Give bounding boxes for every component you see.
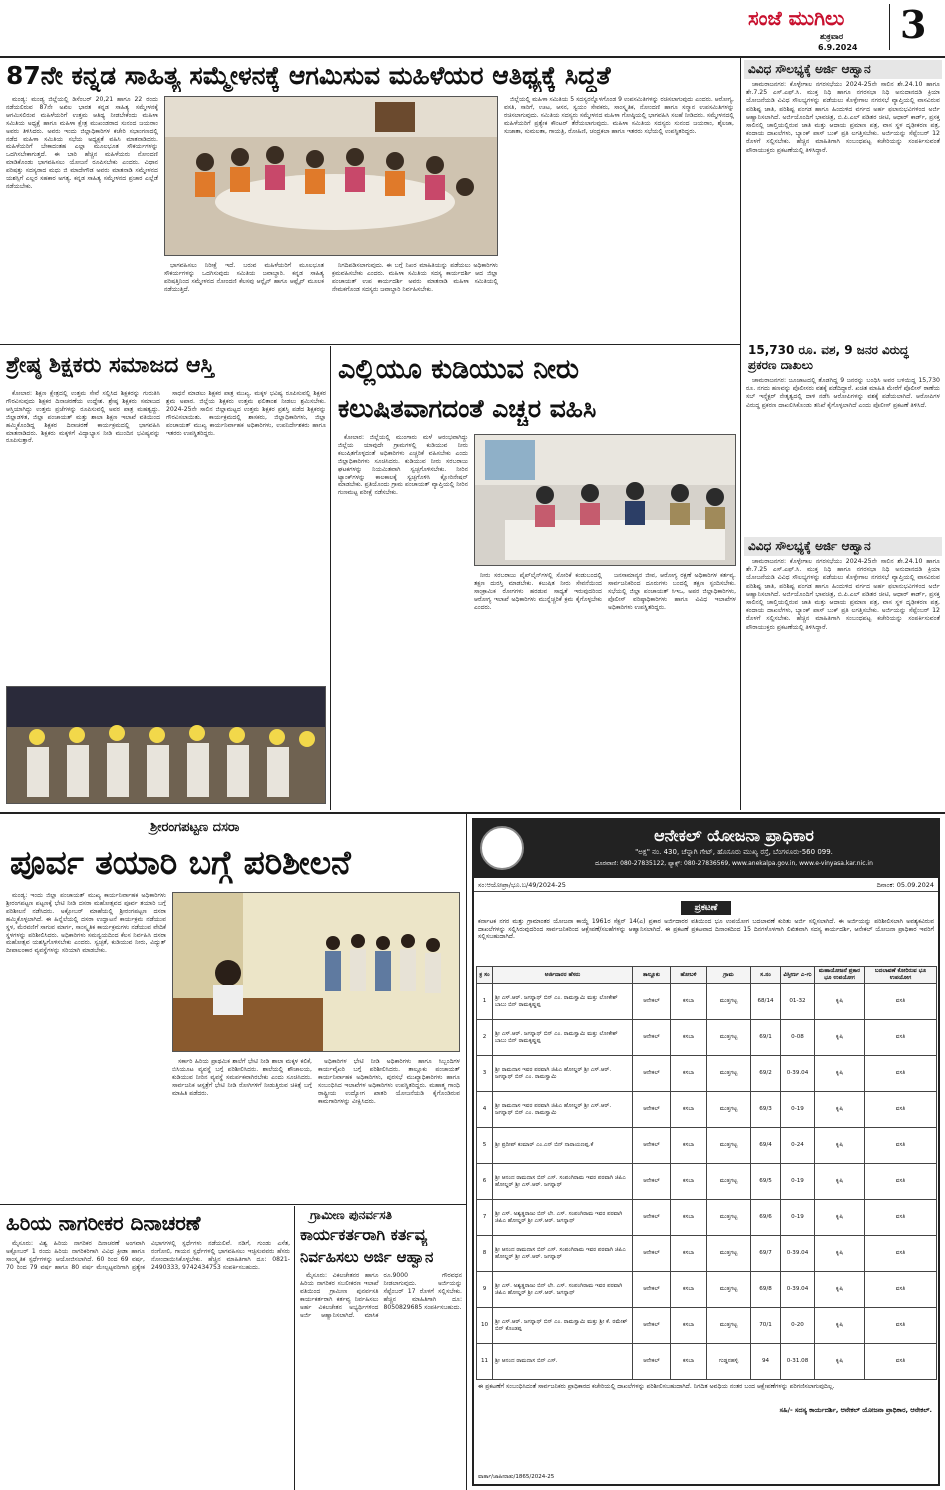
table-cell: ವಸತಿ: [865, 1236, 937, 1272]
table-cell: ಆನೇಕಲ್: [633, 1092, 671, 1128]
table-cell: ಶ್ರೀ ಆನಂದ ರಾಮದಾಸ ಬಿನ್ ಎಸ್. ಸಂಪಂಗಿರಾಮ ಇವರ ಪರವಾಗಿ ಜಿಪಿಎ ಹೋಲ್ಡರ್ ಶ್ರೀ ಎಸ್.ಆರ್. ಜಗನ್ನಾಥ್: [493, 1164, 633, 1200]
table-cell: 0-24: [781, 1128, 815, 1164]
table-cell: 0-08: [781, 1020, 815, 1056]
table-header-cell: ಬದಲಾವಣೆ ಕೋರಿರುವ ಭೂ ಉಪಯೋಗ: [865, 967, 937, 984]
table-cell: ಕಸಬಾ: [671, 1200, 707, 1236]
table-cell: 69/3: [751, 1092, 781, 1128]
government-seal-icon: [480, 826, 524, 870]
table-row: [477, 1092, 937, 1128]
table-cell: 11: [477, 1344, 493, 1380]
table-cell: ಕಸಬಾ: [671, 1344, 707, 1380]
table-cell: 5: [477, 1128, 493, 1164]
dasara-headline: ಪೂರ್ವ ತಯಾರಿ ಬಗ್ಗೆ ಪರಿಶೀಲನೆ: [10, 843, 351, 882]
table-cell: ಶ್ರೀ ಆನಂದ ರಾಮದಾಸ ಬಿನ್ ಎಸ್. ಸಂಪಂಗಿರಾಮ ಇವರ ಪರವಾಗಿ ಜಿಪಿಎ ಹೋಲ್ಡರ್ ಶ್ರೀ ಎಸ್.ಆರ್. ಜಗನ್ನಾಥ್: [493, 1236, 633, 1272]
table-cell: ವಸತಿ: [865, 1128, 937, 1164]
table-row: [477, 1056, 937, 1092]
table-cell: ಮುತ್ತಗಟ್ಟ: [707, 1128, 751, 1164]
dasara-photo: [172, 892, 460, 1052]
notice-section-title: ಪ್ರಕಟಣೆ: [681, 901, 732, 915]
table-cell: ಕೃಷಿ: [815, 984, 865, 1020]
table-cell: ಶ್ರೀ ಎಸ್. ಅಶ್ವತ್ಥರಾಜು ಬಿನ್ ಲೇ. ಎಸ್. ಸಂಪಂಗಿರಾಮ ಇವರ ಪರವಾಗಿ ಜಿಪಿಎ ಹೋಲ್ಡರ್ ಶ್ರೀ ಎಸ್.ಆರ್. ಜಗನ್ನಾಥ್: [493, 1272, 633, 1308]
water-col1: ಕೋಲಾರ: ಜಿಲ್ಲೆಯಲ್ಲಿ ಮುಂಗಾರು ಮಳೆ ಆರಂಭವಾಗಿದ್ದು ಜಿಲ್ಲೆಯ ಯಾವುದೇ ಗ್ರಾಮಗಳಲ್ಲಿ ಕುಡಿಯುವ ನೀರು ಕಲುಷಿತಗೊಳ್ಳದಂತೆ ಅಧಿಕಾರಿಗಳು ಎಚ್ಚರಿಕೆ ವಹಿಸಬೇಕು ಎಂದು ಜಿಲ್ಲಾಧಿಕಾರಿಗಳು ಸೂಚಿಸಿದರು. ಕುಡಿಯುವ ನೀರು ಸರಬರಾಜು ಘಟಕಗಳನ್ನು ನಿಯಮಿತವಾಗಿ ಸ್ವಚ್ಛಗೊಳಿಸಬೇಕು. ನೀರಿನ ಟ್ಯಾಂಕ್‌ಗಳನ್ನು ಕಾಲಕಾಲಕ್ಕೆ ಸ್ವಚ್ಛಗೊಳಿಸಿ ಕ್ಲೋರಿನೇಷನ್ ಮಾಡಬೇಕು. ಪ್ರತಿಯೊಂದು ಗ್ರಾಮ ಪಂಚಾಯತ್ ವ್ಯಾಪ್ತಿಯಲ್ಲಿ ನೀರಿನ ಗುಣಮಟ್ಟ ಪರೀಕ್ಷೆ ನಡೆಸಬೇಕು.: [338, 434, 468, 497]
top-story-headline: 87ನೇ ಕನ್ನಡ ಸಾಹಿತ್ಯ ಸಮ್ಮೇಳನಕ್ಕೆ ಆಗಮಿಸುವ ಮಹಿಳೆಯರ ಆತಿಥ್ಯಕ್ಕೆ ಸಿದ್ಧತೆ: [6, 61, 611, 90]
table-cell: ಕಸಬಾ: [671, 1308, 707, 1344]
table-cell: 9: [477, 1272, 493, 1308]
table-row: [477, 1308, 937, 1344]
table-cell: ಶ್ರೀ ರಾಮದಾಸ ಇವರ ಪರವಾಗಿ ಜಿಪಿಎ ಹೋಲ್ಡರ್ ಶ್ರೀ ಎಸ್.ಆರ್. ಜಗನ್ನಾಥ್ ಬಿನ್ ಎಂ. ರಾಮಸ್ವಾಮಿ: [493, 1092, 633, 1128]
notice-contact: ದೂರವಾಣಿ: 080-27835122, ಫ್ಯಾಕ್ಸ್: 080-27836569, www.anekalpa.gov.in, www.e-vinyasa.kar.nic.in: [595, 860, 873, 867]
table-cell: ವಸತಿ: [865, 1164, 937, 1200]
sidebar: [744, 60, 942, 810]
table-cell: ಕೃಷಿ: [815, 1272, 865, 1308]
senior-headline: ಹಿರಿಯ ನಾಗರೀಕರ ದಿನಾಚರಣೆ: [6, 1211, 201, 1235]
table-cell: ಗುಡ್ಡನಹಳ್ಳಿ: [707, 1344, 751, 1380]
table-cell: ಮುತ್ತಗಟ್ಟ: [707, 1200, 751, 1236]
table-cell: ಕೃಷಿ: [815, 1308, 865, 1344]
notice-intro: ಕರ್ನಾಟಕ ನಗರ ಮತ್ತು ಗ್ರಾಮಾಂತರ ಯೋಜನಾ ಕಾಯ್ದೆ 1961ರ ಸೆಕ್ಷನ್ 14(ಎ) ಪ್ರಕಾರ ಅರ್ಜಿದಾರರ ವತಿಯಿಂದ ಭೂ ಉಪಯೋಗ ಬದಲಾವಣೆ ಕುರಿತು ಅರ್ಜಿ ಸಲ್ಲಿಸಲಾಗಿದೆ. ಈ ಅರ್ಜಿಯನ್ನು ಪರಿಶೀಲಿಸಲಾಗಿ ಅವಶ್ಯಕವಿರುವ ದಾಖಲೆಗಳನ್ನು ಸಲ್ಲಿಸಿರುವುದರಿಂದ ಸಾರ್ವಜನಿಕರಿಂದ ಆಕ್ಷೇಪಣೆ/ಸಲಹೆಗಳನ್ನು ಆಹ್ವಾನಿಸಲಾಗಿದೆ. ಈ ಪ್ರಕಟಣೆ ಪ್ರಕಟವಾದ ದಿನಾಂಕದಿಂದ 15 ದಿನಗಳೊಳಗಾಗಿ ಲಿಖಿತವಾಗಿ ಸದಸ್ಯ ಕಾರ್ಯದರ್ಶಿ, ಆನೇಕಲ್ ಯೋಜನಾ ಪ್ರಾಧಿಕಾರ ಇವರಿಗೆ ಸಲ್ಲಿಸಬಹುದಾಗಿದೆ.: [478, 918, 934, 941]
table-header-cell: ಮಹಾಯೋಜನೆ ಪ್ರಕಾರ ಭೂ ಉಪಯೋಗ: [815, 967, 865, 984]
table-cell: 0-39.04: [781, 1056, 815, 1092]
table-row: [477, 1020, 937, 1056]
table-cell: ಶ್ರೀ ಎಸ್.ಆರ್. ಜಗನ್ನಾಥ್ ಬಿನ್ ಎಂ. ರಾಮಸ್ವಾಮಿ ಮತ್ತು ಲೋಕೇಶ್ ಬಾಬು ಬಿನ್ ರಾಮಕೃಷ್ಣಪ್ಪ: [493, 984, 633, 1020]
table-cell: ಕಸಬಾ: [671, 1272, 707, 1308]
table-cell: 01-32: [781, 984, 815, 1020]
table-cell: ವಸತಿ: [865, 984, 937, 1020]
table-cell: ಕಸಬಾ: [671, 1128, 707, 1164]
sidebar-item-text: ಚಾಮರಾಜನಗರ: ಕೊಳ್ಳೇಗಾಲ ನಗರಸಭೆಯು 2024-25ನೇ ಸಾಲಿನ ಶೇ.24.10 ಹಾಗೂ ಶೇ.7.25 ಎಸ್.ಎಫ್.ಸಿ. ಮುಕ್ತ ನಿಧಿ ಹಾಗೂ ನಗರಸಭಾ ನಿಧಿ ಅನುದಾನದಡಿ ಕ್ರಿಯಾ ಯೋಜನೆಯಡಿ ವಿವಿಧ ಸೌಲಭ್ಯಗಳನ್ನು ಪಡೆಯಲು ಕೊಳ್ಳೇಗಾಲ ನಗರಸಭೆ ವ್ಯಾಪ್ತಿಯಲ್ಲಿ ವಾಸವಿರುವ ಪರಿಶಿಷ್ಟ ಜಾತಿ, ಪರಿಶಿಷ್ಟ ಪಂಗಡ ಹಾಗೂ ಹಿಂದುಳಿದ ವರ್ಗದ ಅರ್ಹ ಫಲಾನುಭವಿಗಳಿಂದ ಅರ್ಜಿ ಆಹ್ವಾನಿಸಲಾಗಿದೆ. ಅರ್ಜಿಯೊಂದಿಗೆ ಭಾವಚಿತ್ರ, ಬಿ.ಪಿ.ಎಲ್ ಪಡಿತರ ಚೀಟಿ, ಆಧಾರ್ ಕಾರ್ಡ್, ಪ್ರಸಕ್ತ ಸಾಲಿನಲ್ಲಿ ಚಾಲ್ತಿಯಲ್ಲಿರುವ ಜಾತಿ ಮತ್ತು ಆದಾಯ ಪ್ರಮಾಣ ಪತ್ರ, ವಾಸ ಸ್ಥಳ ದೃಢೀಕರಣ ಪತ್ರ, ಕಂದಾಯ ದಾಖಲೆಗಳು, ಬ್ಯಾಂಕ್ ಪಾಸ್ ಬುಕ್ ಪ್ರತಿ ಲಗತ್ತಿಸಬೇಕು. ಅರ್ಜಿಯನ್ನು ಸೆಪ್ಟೆಂಬರ್ 12 ರೊಳಗೆ ಸಲ್ಲಿಸಬೇಕು. ಹೆಚ್ಚಿನ ಮಾಹಿತಿಗಾಗಿ ಸಂಬಂಧಪಟ್ಟ ಕಚೇರಿಯನ್ನು ಸಂಪರ್ಕಿಸುವಂತೆ ಪೌರಾಯುಕ್ತರು ಪ್ರಕಟಣೆಯಲ್ಲಿ ತಿಳಿಸಿದ್ದಾರೆ.: [746, 558, 940, 631]
teachers-col2: ಸಾಧನೆ ಮಾಡಲು ಶಿಕ್ಷಕರ ಪಾತ್ರ ಮುಖ್ಯ. ಮಕ್ಕಳ ಭವಿಷ್ಯ ರೂಪಿಸುವಲ್ಲಿ ಶಿಕ್ಷಕರ ಶ್ರಮ ಅಪಾರ. ಜಿಲ್ಲೆಯ ಶಿಕ್ಷಕರು ಉತ್ತಮ ಫಲಿತಾಂಶ ನೀಡಲು ಶ್ರಮಿಸಬೇಕು. 2024-25ನೇ ಸಾಲಿನ ಜಿಲ್ಲಾಮಟ್ಟದ ಉತ್ತಮ ಶಿಕ್ಷಕರ ಪ್ರಶಸ್ತಿ ಪಡೆದ ಶಿಕ್ಷಕರನ್ನು ಗೌರವಿಸಲಾಯಿತು. ಕಾರ್ಯಕ್ರಮದಲ್ಲಿ ಶಾಸಕರು, ಜಿಲ್ಲಾಧಿಕಾರಿಗಳು, ಜಿಲ್ಲಾ ಪಂಚಾಯತ್ ಮುಖ್ಯ ಕಾರ್ಯನಿರ್ವಾಹಕ ಅಧಿಕಾರಿಗಳು, ಉಪನಿರ್ದೇಶಕರು ಹಾಗೂ ಇತರರು ಉಪಸ್ಥಿತರಿದ್ದರು.: [166, 390, 326, 437]
table-cell: 94: [751, 1344, 781, 1380]
table-cell: ಕೃಷಿ: [815, 1164, 865, 1200]
water-col3: ಜನಸಾಮಾನ್ಯರ ಜೀವ, ಆರೋಗ್ಯ ರಕ್ಷಣೆ ಅಧಿಕಾರಿಗಳ ಕರ್ತವ್ಯ. ಸಾರ್ವಜನಿಕರಿಂದ ದೂರುಗಳು ಬಂದಲ್ಲಿ ತಕ್ಷಣ ಸ್ಪಂದಿಸಬೇಕು. ಸಭೆಯಲ್ಲಿ ಜಿಲ್ಲಾ ಪಂಚಾಯತ್ ಸಿಇಒ, ಅಪರ ಜಿಲ್ಲಾಧಿಕಾರಿಗಳು, ಪೊಲೀಸ್ ವರಿಷ್ಠಾಧಿಕಾರಿಗಳು ಹಾಗೂ ವಿವಿಧ ಇಲಾಖೆಗಳ ಅಧಿಕಾರಿಗಳು ಉಪಸ್ಥಿತರಿದ್ದರು.: [608, 572, 736, 611]
top-story-col4: ಜಿಲ್ಲೆಯಲ್ಲಿ ಮಹಿಳಾ ಸಮಿತಿಯ 5 ಸದಸ್ಯರನ್ನೊಳಗೊಂಡ 9 ಉಪಸಮಿತಿಗಳನ್ನು ರಚಿಸಲಾಗುವುದು ಎಂದರು. ಆರೋಗ್ಯ, ವಸತಿ, ಸಾರಿಗೆ, ಊಟ, ಆಸನ, ಸ್ವಯಂ ಸೇವಕರು, ಸಾಂಸ್ಕೃತಿಕ, ನೋಂದಣಿ ಹಾಗೂ ಸನ್ಮಾನ ಉಪಸಮಿತಿಗಳನ್ನು ರಚಿಸಲಾಗುವುದು. ಸಮಿತಿಯ ಸದಸ್ಯರು ಸಮ್ಮೇಳನದ ಮಹಿಳಾ ಗೋಷ್ಠಿಯಲ್ಲಿ ಭಾಗವಹಿಸಿ ಸಲಹೆ ನೀಡಿದರು. ಸಮ್ಮೇಳನದಲ್ಲಿ ಮಹಿಳೆಯರಿಗೆ ಪ್ರತ್ಯೇಕ ಕೌಂಟರ್ ತೆರೆಯಲಾಗುವುದು. ಮಹಿಳಾ ಸಮಿತಿಯ ಸದಸ್ಯರು ಸುನಂದ ಜಯರಾಂ, ಶೈಲಜಾ, ಸುಜಾತಾ, ಸುಮಲತಾ, ಗಾಯತ್ರಿ, ರೋಹಿಣಿ, ಚಂದ್ರಕಲಾ ಹಾಗೂ ಇತರರು ಸಭೆಯಲ್ಲಿ ಉಪಸ್ಥಿತರಿದ್ದರು.: [504, 96, 734, 135]
table-cell: ವಸತಿ: [865, 1020, 937, 1056]
table-cell: 4: [477, 1092, 493, 1128]
rural-headline-line2: ನಿರ್ವಹಿಸಲು ಅರ್ಜಿ ಆಹ್ವಾನ: [300, 1248, 434, 1266]
teachers-photo: [6, 686, 326, 804]
table-cell: ಶ್ರೀ ರಾಮದಾಸ ಇವರ ಪರವಾಗಿ ಜಿಪಿಎ ಹೋಲ್ಡರ್ ಶ್ರೀ ಎಸ್.ಆರ್. ಜಗನ್ನಾಥ್ ಬಿನ್ ಎಂ. ರಾಮಸ್ವಾಮಿ: [493, 1056, 633, 1092]
table-cell: 69/6: [751, 1200, 781, 1236]
table-row: [477, 1236, 937, 1272]
table-cell: ಶ್ರೀ ಎಸ್. ಅಶ್ವತ್ಥರಾಜು ಬಿನ್ ಲೇ. ಎಸ್. ಸಂಪಂಗಿರಾಮ ಇವರ ಪರವಾಗಿ ಜಿಪಿಎ ಹೋಲ್ಡರ್ ಶ್ರೀ ಎಸ್.ಆರ್. ಜಗನ್ನಾಥ್: [493, 1200, 633, 1236]
table-cell: ಕೃಷಿ: [815, 1236, 865, 1272]
table-cell: 3: [477, 1056, 493, 1092]
notice-ref-no: ಸಂ:ಆಯೋಪ್ರಾ/ಭೂ.ಬ/49/2024-25: [478, 881, 566, 889]
notice-header: [474, 820, 938, 878]
table-cell: ಆನೇಕಲ್: [633, 1272, 671, 1308]
water-headline: ಎಲ್ಲಿಯೂ ಕುಡಿಯುವ ನೀರು: [338, 354, 579, 385]
rural-headline: ಕಾರ್ಯಕರ್ತರಾಗಿ ಕರ್ತವ್ಯ: [300, 1225, 428, 1244]
notice-footer-note: ಈ ಪ್ರಕಟಣೆಗೆ ಸಂಬಂಧಿಸಿದಂತೆ ಸಾರ್ವಜನಿಕರು ಪ್ರಾಧಿಕಾರದ ಕಚೇರಿಯಲ್ಲಿ ದಾಖಲೆಗಳನ್ನು ಪರಿಶೀಲಿಸಬಹುದಾಗಿದೆ. ನಿಗದಿತ ಅವಧಿಯ ನಂತರ ಬಂದ ಆಕ್ಷೇಪಣೆಗಳನ್ನು ಪರಿಗಣಿಸಲಾಗುವುದಿಲ್ಲ.: [478, 1383, 835, 1390]
table-cell: 69/5: [751, 1164, 781, 1200]
table-cell: ಆನೇಕಲ್: [633, 1164, 671, 1200]
notice-table: [476, 966, 937, 1380]
table-header-cell: ತಾಲ್ಲೂಕು: [633, 967, 671, 984]
table-cell: ಆನೇಕಲ್: [633, 1344, 671, 1380]
table-cell: ಮುತ್ತಗಟ್ಟ: [707, 1056, 751, 1092]
notice-org-title: ಆನೇಕಲ್ ಯೋಜನಾ ಪ್ರಾಧಿಕಾರ: [654, 826, 814, 845]
dasara-col2: ಸರ್ಕಾರಿ ಹಿರಿಯ ಪ್ರಾಥಮಿಕ ಶಾಲೆಗೆ ಭೇಟಿ ನೀಡಿ ಶಾಲಾ ಮಕ್ಕಳ ಕಲಿಕೆ, ಬಿಸಿಯೂಟ ವ್ಯವಸ್ಥೆ ಬಗ್ಗೆ ಪರಿಶೀಲಿಸಿದರು. ಶಾಲೆಯಲ್ಲಿ ಶೌಚಾಲಯ, ಕುಡಿಯುವ ನೀರಿನ ವ್ಯವಸ್ಥೆ ಸಮರ್ಪಕವಾಗಿರಬೇಕು ಎಂದು ಸೂಚಿಸಿದರು. ಸಾರ್ವಜನಿಕ ಆಸ್ಪತ್ರೆಗೆ ಭೇಟಿ ನೀಡಿ ರೋಗಿಗಳಿಗೆ ನೀಡುತ್ತಿರುವ ಚಿಕಿತ್ಸೆ ಬಗ್ಗೆ ಮಾಹಿತಿ ಪಡೆದರು.: [172, 1058, 312, 1097]
table-header-cell: ಕ್ರ ಸಂ: [477, 967, 493, 984]
notice-address: "ಅಕ್ಷ" ನಂ. 430, ಚೆನ್ನಾಗಿ ಗೇಟ್, ಹೊಸೂರು ಮುಖ್ಯ ರಸ್ತೆ, ಬೆಂಗಳೂರು-560 099.: [635, 848, 833, 856]
masthead-day: ಶುಕ್ರವಾರ: [820, 32, 844, 41]
inspection-photo-graphic: [173, 893, 460, 1052]
table-cell: ಮುತ್ತಗಟ್ಟ: [707, 1164, 751, 1200]
table-cell: ಕೃಷಿ: [815, 1128, 865, 1164]
table-header-cell: ಸ.ನಂ: [751, 967, 781, 984]
table-header-row: [477, 967, 937, 984]
table-cell: 7: [477, 1200, 493, 1236]
table-cell: ಶ್ರೀ ಪ್ರದೀಪ್ ಕುಮಾರ್ ಎಂ.ಎನ್ ಬಿನ್ ನಾರಾಯಣಪ್ಪ.ಕೆ: [493, 1128, 633, 1164]
table-cell: ಮುತ್ತಗಟ್ಟ: [707, 1236, 751, 1272]
table-cell: ಆನೇಕಲ್: [633, 1128, 671, 1164]
table-cell: ಕಸಬಾ: [671, 1164, 707, 1200]
table-cell: ಕಸಬಾ: [671, 1056, 707, 1092]
senior-text: ಮೈಸೂರು: ವಿಶ್ವ ಹಿರಿಯ ನಾಗರಿಕರ ದಿನಾಚರಣೆ ಅಂಗವಾಗಿ ಅಕ್ಟೋಬರ್ 1 ರಂದು ಹಿರಿಯ ನಾಗರಿಕರಿಗಾಗಿ ವಿವಿಧ ಕ್ರೀಡಾ ಹಾಗೂ ಸಾಂಸ್ಕೃತಿಕ ಸ್ಪರ್ಧೆಗಳನ್ನು ಆಯೋಜಿಸಲಾಗಿದೆ. 60 ರಿಂದ 69 ವರ್ಷ, 70 ರಿಂದ 79 ವರ್ಷ ಹಾಗೂ 80 ವರ್ಷ ಮೇಲ್ಪಟ್ಟವರಿಗಾಗಿ ಪ್ರತ್ಯೇಕ ವಿಭಾಗಗಳಲ್ಲಿ ಸ್ಪರ್ಧೆಗಳು ನಡೆಯಲಿವೆ. ನಡಿಗೆ, ಗುಂಡು ಎಸೆತ, ರಂಗೋಲಿ, ಗಾಯನ ಸ್ಪರ್ಧೆಗಳಲ್ಲಿ ಭಾಗವಹಿಸಲು ಇಚ್ಛಿಸುವವರು ಹೆಸರು ನೋಂದಾಯಿಸಿಕೊಳ್ಳಬೇಕು. ಹೆಚ್ಚಿನ ಮಾಹಿತಿಗಾಗಿ ದೂ: 0821-2490333, 9742434753 ಸಂಪರ್ಕಿಸಬಹುದು.: [6, 1240, 290, 1271]
sidebar-item-text: ಚಾಮರಾಜನಗರ: ಜೂಜಾಟದಲ್ಲಿ ತೊಡಗಿದ್ದ 9 ಜನರನ್ನು ಬಂಧಿಸಿ ಅವರ ಬಳಿಯಿದ್ದ 15,730 ರೂ. ನಗದು ಹಣವನ್ನು ಪೊಲೀಸರು ವಶಕ್ಕೆ ಪಡೆದಿದ್ದಾರೆ. ಖಚಿತ ಮಾಹಿತಿ ಮೇರೆಗೆ ಪೊಲೀಸ್ ಠಾಣೆಯ ಸಬ್ ಇನ್ಸ್ಪೆಕ್ಟರ್ ನೇತೃತ್ವದಲ್ಲಿ ದಾಳಿ ನಡೆಸಿ ಆರೋಪಿಗಳನ್ನು ವಶಕ್ಕೆ ಪಡೆಯಲಾಗಿದೆ. ಆರೋಪಿಗಳ ವಿರುದ್ಧ ಪ್ರಕರಣ ದಾಖಲಿಸಿಕೊಂಡು ತನಿಖೆ ಕೈಗೊಳ್ಳಲಾಗಿದೆ ಎಂದು ಪೊಲೀಸ್ ಪ್ರಕಟಣೆ ತಿಳಿಸಿದೆ.: [746, 377, 940, 409]
table-cell: 0-20: [781, 1308, 815, 1344]
notice-ad: [472, 818, 940, 1486]
water-photo: [474, 434, 736, 566]
top-story-col2: ಭಾಗವಹಿಸಲು ನಿರೀಕ್ಷೆ ಇದೆ. ಬರುವ ಮಹಿಳೆಯರಿಗೆ ಮೂಲಭೂತ ಸೌಕರ್ಯಗಳನ್ನು ಒದಗಿಸುವುದು ಸಮಿತಿಯ ಜವಾಬ್ದಾರಿ. ಕನ್ನಡ ಸಾಹಿತ್ಯ ಪರಿಷತ್ತಿನಿಂದ ಸಮ್ಮೇಳನದ ನೋಂದಣಿ ಕೆಲಸವು ಆನ್ಲೈನ್ ಹಾಗೂ ಆಫ್ಲೈನ್ ಮೂಲಕ ನಡೆಯುತ್ತಿದೆ.: [164, 262, 324, 293]
table-cell: ಕೃಷಿ: [815, 1200, 865, 1236]
table-cell: ಕಸಬಾ: [671, 1092, 707, 1128]
table-cell: ಕೃಷಿ: [815, 1020, 865, 1056]
table-cell: ಆನೇಕಲ್: [633, 1308, 671, 1344]
table-cell: ಆನೇಕಲ್: [633, 1200, 671, 1236]
table-cell: ವಸತಿ: [865, 1200, 937, 1236]
table-cell: ವಸತಿ: [865, 1272, 937, 1308]
table-cell: ಕೃಷಿ: [815, 1092, 865, 1128]
dasara-kicker: ಶ್ರೀರಂಗಪಟ್ಟಣ ದಸರಾ: [150, 820, 240, 835]
table-cell: 0-39.04: [781, 1236, 815, 1272]
table-cell: ಶ್ರೀ ಆನಂದ ರಾಮದಾಸ ಬಿನ್ ಎಸ್.: [493, 1344, 633, 1380]
table-row: [477, 1344, 937, 1380]
table-cell: ಆನೇಕಲ್: [633, 1020, 671, 1056]
sidebar-item-title: ವಿವಿಧ ಸೌಲಭ್ಯಕ್ಕೆ ಅರ್ಜಿ ಆಹ್ವಾನ: [744, 60, 942, 79]
table-cell: 68/14: [751, 984, 781, 1020]
top-story-photo: [164, 96, 498, 256]
water-col2: ನೀರು ಸರಬರಾಜು ಪೈಪ್‌ಲೈನ್‌ಗಳಲ್ಲಿ ಸೋರಿಕೆ ಕಂಡುಬಂದಲ್ಲಿ ತಕ್ಷಣ ದುರಸ್ತಿ ಮಾಡಬೇಕು. ಕಲುಷಿತ ನೀರು ಸೇವನೆಯಿಂದ ಸಾಂಕ್ರಾಮಿಕ ರೋಗಗಳು ಹರಡುವ ಸಾಧ್ಯತೆ ಇರುವುದರಿಂದ ಆರೋಗ್ಯ ಇಲಾಖೆ ಅಧಿಕಾರಿಗಳು ಮುನ್ನೆಚ್ಚರಿಕೆ ಕ್ರಮ ಕೈಗೊಳ್ಳಬೇಕು ಎಂದರು.: [474, 572, 602, 611]
table-cell: 10: [477, 1308, 493, 1344]
sidebar-item-title: 15,730 ರೂ. ವಶ, 9 ಜನರ ವಿರುದ್ಧ ಪ್ರಕರಣ ದಾಖಲು: [748, 343, 909, 372]
notice-signature: ಸಹಿ/- ಸದಸ್ಯ ಕಾರ್ಯದರ್ಶಿ, ಆನೇಕಲ್ ಯೋಜನಾ ಪ್ರಾಧಿಕಾರ, ಆನೇಕಲ್.: [779, 1406, 932, 1414]
table-cell: 69/7: [751, 1236, 781, 1272]
table-cell: ಕೃಷಿ: [815, 1056, 865, 1092]
table-cell: 2: [477, 1020, 493, 1056]
table-header-cell: ವಿಸ್ತೀರ್ಣ ಎ-ಗು: [781, 967, 815, 984]
table-cell: ಮುತ್ತಗಟ್ಟ: [707, 1092, 751, 1128]
table-cell: 0-39.04: [781, 1272, 815, 1308]
table-cell: 0-19: [781, 1200, 815, 1236]
table-cell: ವಸತಿ: [865, 1056, 937, 1092]
table-cell: 8: [477, 1236, 493, 1272]
table-cell: ವಸತಿ: [865, 1344, 937, 1380]
table-cell: ಶ್ರೀ ಎಸ್.ಆರ್. ಜಗನ್ನಾಥ್ ಬಿನ್ ಎಂ. ರಾಮಸ್ವಾಮಿ ಮತ್ತು ಲೋಕೇಶ್ ಬಾಬು ಬಿನ್ ರಾಮಕೃಷ್ಣಪ್ಪ: [493, 1020, 633, 1056]
table-cell: 0-19: [781, 1092, 815, 1128]
table-cell: ಕೃಷಿ: [815, 1344, 865, 1380]
table-cell: ಶ್ರೀ ಎಸ್.ಆರ್. ಜಗನ್ನಾಥ್ ಬಿನ್ ಎಂ. ರಾಮಸ್ವಾಮಿ ಮತ್ತು ಶ್ರೀ ಕೆ. ರಮೇಶ್ ಬಿನ್ ಕೊಂಡಪ್ಪ: [493, 1308, 633, 1344]
sidebar-item-title: ವಿವಿಧ ಸೌಲಭ್ಯಕ್ಕೆ ಅರ್ಜಿ ಆಹ್ವಾನ: [744, 537, 942, 556]
table-cell: 69/8: [751, 1272, 781, 1308]
dasara-col3: ಅಧಿಕಾರಿಗಳ ಭೇಟಿ ನೀಡಿ ಅಧಿಕಾರಿಗಳು ಹಾಗೂ ಸಿಬ್ಬಂದಿಗಳ ಕಾರ್ಯವೈಖರಿ ಬಗ್ಗೆ ಪರಿಶೀಲಿಸಿದರು. ತಾಲ್ಲೂಕು ಪಂಚಾಯತ್ ಕಾರ್ಯನಿರ್ವಾಹಕ ಅಧಿಕಾರಿಗಳು, ಪುರಸಭೆ ಮುಖ್ಯಾಧಿಕಾರಿಗಳು ಹಾಗೂ ಸಂಬಂಧಿಸಿದ ಇಲಾಖೆಗಳ ಅಧಿಕಾರಿಗಳು ಉಪಸ್ಥಿತರಿದ್ದರು. ಮಹಾತ್ಮ ಗಾಂಧಿ ರಾಷ್ಟ್ರೀಯ ಉದ್ಯೋಗ ಖಾತರಿ ಯೋಜನೆಯಡಿ ಕೈಗೊಂಡಿರುವ ಕಾಮಗಾರಿಗಳನ್ನು ವೀಕ್ಷಿಸಿದರು.: [318, 1058, 460, 1105]
table-row: [477, 1164, 937, 1200]
table-header-cell: ಅರ್ಜಿದಾರರ ಹೆಸರು: [493, 967, 633, 984]
table-row: [477, 984, 937, 1020]
table-cell: ಮುತ್ತಗಟ್ಟ: [707, 1308, 751, 1344]
water-headline-line2: ಕಲುಷಿತವಾಗದಂತೆ ಎಚ್ಚರ ವಹಿಸಿ: [338, 394, 597, 423]
table-header-cell: ಗ್ರಾಮ: [707, 967, 751, 984]
rural-text: ಮೈಸೂರು: ವಿಕಲಚೇತನರ ಹಾಗೂ ಹಿರಿಯ ನಾಗರಿಕರ ಸಬಲೀಕರಣ ಇಲಾಖೆ ವತಿಯಿಂದ ಗ್ರಾಮೀಣ ಪುನರ್ವಸತಿ ಕಾರ್ಯಕರ್ತರಾಗಿ ಕರ್ತವ್ಯ ನಿರ್ವಹಿಸಲು ಅರ್ಹ ವಿಕಲಚೇತನ ಅಭ್ಯರ್ಥಿಗಳಿಂದ ಅರ್ಜಿ ಆಹ್ವಾನಿಸಲಾಗಿದೆ. ಮಾಸಿಕ ರೂ.9000 ಗೌರವಧನ ನೀಡಲಾಗುವುದು. ಅರ್ಜಿಯನ್ನು ಸೆಪ್ಟೆಂಬರ್ 17 ರೊಳಗೆ ಸಲ್ಲಿಸಬೇಕು. ಹೆಚ್ಚಿನ ಮಾಹಿತಿಗಾಗಿ ದೂ: 8050829685 ಸಂಪರ್ಕಿಸಬಹುದು.: [300, 1272, 462, 1319]
rural-kicker: ಗ್ರಾಮೀಣ ಪುನರ್ವಸತಿ: [310, 1208, 392, 1222]
table-cell: ಮುತ್ತಗಟ್ಟ: [707, 1272, 751, 1308]
table-cell: ಮುತ್ತಗಟ್ಟ: [707, 1020, 751, 1056]
teachers-col1: ಕೋಲಾರ: ಶಿಕ್ಷಣ ಕ್ಷೇತ್ರದಲ್ಲಿ ಉತ್ತಮ ಸೇವೆ ಸಲ್ಲಿಸಿದ ಶಿಕ್ಷಕರನ್ನು ಗುರುತಿಸಿ ಗೌರವಿಸುವುದು ಶಿಕ್ಷಕರ ದಿನಾಚರಣೆಯ ಉದ್ದೇಶ. ಶ್ರೇಷ್ಠ ಶಿಕ್ಷಕರು ಸಮಾಜದ ಆಸ್ತಿಯಾಗಿದ್ದು ಉತ್ತಮ ಪ್ರಜೆಗಳನ್ನು ರೂಪಿಸುವಲ್ಲಿ ಅವರ ಪಾತ್ರ ಮಹತ್ವದ್ದು. ಜಿಲ್ಲಾಡಳಿತ, ಜಿಲ್ಲಾ ಪಂಚಾಯತ್ ಮತ್ತು ಶಾಲಾ ಶಿಕ್ಷಣ ಇಲಾಖೆ ವತಿಯಿಂದ ಹಮ್ಮಿಕೊಂಡಿದ್ದ ಶಿಕ್ಷಕರ ದಿನಾಚರಣೆ ಕಾರ್ಯಕ್ರಮದಲ್ಲಿ ಭಾಗವಹಿಸಿ ಮಾತನಾಡಿದರು. ಶಿಕ್ಷಕರು ಮಕ್ಕಳಿಗೆ ವಿದ್ಯಾಭ್ಯಾಸ ನೀಡಿ ಮುಂದಿನ ಭವಿಷ್ಯವನ್ನು ರೂಪಿಸುತ್ತಾರೆ.: [6, 390, 160, 445]
dasara-col1: ಮಂಡ್ಯ: ಇಂದು ಜಿಲ್ಲಾ ಪಂಚಾಯತ್ ಮುಖ್ಯ ಕಾರ್ಯನಿರ್ವಾಹಕ ಅಧಿಕಾರಿಗಳು ಶ್ರೀರಂಗಪಟ್ಟಣ ಪಟ್ಟಣಕ್ಕೆ ಭೇಟಿ ನೀಡಿ ದಸರಾ ಮಹೋತ್ಸವದ ಪೂರ್ವ ತಯಾರಿ ಬಗ್ಗೆ ಪರಿಶೀಲನೆ ನಡೆಸಿದರು. ಅಕ್ಟೋಬರ್ ಮಾಹೆಯಲ್ಲಿ ಶ್ರೀರಂಗಪಟ್ಟಣ ದಸರಾ ಹಮ್ಮಿಕೊಳ್ಳಲಾಗಿದೆ. ಈ ಹಿನ್ನೆಲೆಯಲ್ಲಿ ದಸರಾ ಉದ್ಘಾಟನೆ ಕಾರ್ಯಕ್ರಮ ನಡೆಯುವ ಸ್ಥಳ, ಮೆರವಣಿಗೆ ಸಾಗುವ ಮಾರ್ಗ, ಸಾಂಸ್ಕೃತಿಕ ಕಾರ್ಯಕ್ರಮಗಳು ನಡೆಯುವ ವೇದಿಕೆ ಸ್ಥಳಗಳನ್ನು ಪರಿಶೀಲಿಸಿದರು. ಅಧಿಕಾರಿಗಳು ಸಮನ್ವಯದಿಂದ ಕೆಲಸ ನಿರ್ವಹಿಸಿ ದಸರಾ ಮಹೋತ್ಸವ ಯಶಸ್ವಿಗೊಳಿಸಬೇಕು ಎಂದರು. ಸ್ವಚ್ಛತೆ, ಕುಡಿಯುವ ನೀರು, ವಿದ್ಯುತ್ ದೀಪಾಲಂಕಾರ ವ್ಯವಸ್ಥೆಗಳನ್ನು ಸರಿಯಾಗಿ ಮಾಡಬೇಕು.: [6, 892, 166, 955]
table-cell: ಕಸಬಾ: [671, 1236, 707, 1272]
award-photo-graphic: [7, 687, 326, 804]
meeting-photo-graphic: [165, 97, 498, 256]
table-header-cell: ಹೋಬಳಿ: [671, 967, 707, 984]
table-cell: 6: [477, 1164, 493, 1200]
table-cell: ಆನೇಕಲ್: [633, 1056, 671, 1092]
teachers-headline: ಶ್ರೇಷ್ಠ ಶಿಕ್ಷಕರು ಸಮಾಜದ ಆಸ್ತಿ: [6, 353, 215, 378]
table-cell: ಮುತ್ತಗಟ್ಟ: [707, 984, 751, 1020]
table-cell: ಕಸಬಾ: [671, 984, 707, 1020]
table-cell: 69/1: [751, 1020, 781, 1056]
sidebar-item-text: ಚಾಮರಾಜನಗರ: ಕೊಳ್ಳೇಗಾಲ ನಗರಸಭೆಯು 2024-25ನೇ ಸಾಲಿನ ಶೇ.24.10 ಹಾಗೂ ಶೇ.7.25 ಎಸ್.ಎಫ್.ಸಿ. ಮುಕ್ತ ನಿಧಿ ಹಾಗೂ ನಗರಸಭಾ ನಿಧಿ ಅನುದಾನದಡಿ ಕ್ರಿಯಾ ಯೋಜನೆಯಡಿ ವಿವಿಧ ಸೌಲಭ್ಯಗಳನ್ನು ಪಡೆಯಲು ಕೊಳ್ಳೇಗಾಲ ನಗರಸಭೆ ವ್ಯಾಪ್ತಿಯಲ್ಲಿ ವಾಸವಿರುವ ಪರಿಶಿಷ್ಟ ಜಾತಿ, ಪರಿಶಿಷ್ಟ ಪಂಗಡ ಹಾಗೂ ಹಿಂದುಳಿದ ವರ್ಗದ ಅರ್ಹ ಫಲಾನುಭವಿಗಳಿಂದ ಅರ್ಜಿ ಆಹ್ವಾನಿಸಲಾಗಿದೆ. ಅರ್ಜಿಯೊಂದಿಗೆ ಭಾವಚಿತ್ರ, ಬಿ.ಪಿ.ಎಲ್ ಪಡಿತರ ಚೀಟಿ, ಆಧಾರ್ ಕಾರ್ಡ್, ಪ್ರಸಕ್ತ ಸಾಲಿನಲ್ಲಿ ಚಾಲ್ತಿಯಲ್ಲಿರುವ ಜಾತಿ ಮತ್ತು ಆದಾಯ ಪ್ರಮಾಣ ಪತ್ರ, ವಾಸ ಸ್ಥಳ ದೃಢೀಕರಣ ಪತ್ರ, ಕಂದಾಯ ದಾಖಲೆಗಳು, ಬ್ಯಾಂಕ್ ಪಾಸ್ ಬುಕ್ ಪ್ರತಿ ಲಗತ್ತಿಸಬೇಕು. ಅರ್ಜಿಯನ್ನು ಸೆಪ್ಟೆಂಬರ್ 12 ರೊಳಗೆ ಸಲ್ಲಿಸಬೇಕು. ಹೆಚ್ಚಿನ ಮಾಹಿತಿಗಾಗಿ ಸಂಬಂಧಪಟ್ಟ ಕಚೇರಿಯನ್ನು ಸಂಪರ್ಕಿಸುವಂತೆ ಪೌರಾಯುಕ್ತರು ಪ್ರಕಟಣೆಯಲ್ಲಿ ತಿಳಿಸಿದ್ದಾರೆ.: [746, 81, 940, 154]
table-cell: 70/1: [751, 1308, 781, 1344]
table-row: [477, 1272, 937, 1308]
table-cell: ವಸತಿ: [865, 1308, 937, 1344]
review-meeting-graphic: [475, 435, 736, 566]
table-cell: 69/4: [751, 1128, 781, 1164]
top-story-col3: ನಿಗದಿಪಡಿಸಲಾಗುವುದು. ಈ ಬಗ್ಗೆ ನಿಖರ ಮಾಹಿತಿಯನ್ನು ಪಡೆಯಲು ಅಧಿಕಾರಿಗಳು ಕ್ರಮವಹಿಸಬೇಕು ಎಂದರು. ಮಹಿಳಾ ಸಮಿತಿಯ ಸದಸ್ಯ ಕಾರ್ಯದರ್ಶಿ ಆದ ಜಿಲ್ಲಾ ಪಂಚಾಯತ್ ಉಪ ಕಾರ್ಯದರ್ಶಿ ಅವರು ಮಾತನಾಡಿ ಮಹಿಳಾ ಸಮಿತಿಯಲ್ಲಿ ನೇಮಕಗೊಂಡ ಸದಸ್ಯರು ಜವಾಬ್ದಾರಿ ನಿರ್ವಹಿಸಬೇಕು.: [332, 262, 498, 293]
table-cell: 1: [477, 984, 493, 1020]
table-cell: ವಸತಿ: [865, 1092, 937, 1128]
table-row: [477, 1200, 937, 1236]
masthead: [740, 0, 945, 55]
table-cell: 0-19: [781, 1164, 815, 1200]
top-story-col1: ಮಂಡ್ಯ: ಮಂಡ್ಯ ಜಿಲ್ಲೆಯಲ್ಲಿ ಡಿಸೆಂಬರ್ 20,21 ಹಾಗೂ 22 ರಂದು ನಡೆಯಲಿರುವ 87ನೇ ಅಖಿಲ ಭಾರತ ಕನ್ನಡ ಸಾಹಿತ್ಯ ಸಮ್ಮೇಳನಕ್ಕೆ ಆಗಮಿಸಲಿರುವ ಮಹಿಳೆಯರಿಗೆ ಉತ್ತಮ ಆತಿಥ್ಯ ನೀಡಬೇಕೆಂದು ಮಹಿಳಾ ಸಮಿತಿಯ ಅಧ್ಯಕ್ಷೆ ಹಾಗೂ ಮಹಿಳಾ ಕ್ಷೇತ್ರ ಮುಖಂಡರಾದ ಸುನಂದ ಜಯರಾಂ ಅವರು ತಿಳಿಸಿದರು. ಅವರು ಇಂದು ಜಿಲ್ಲಾಧಿಕಾರಿಗಳ ಕಚೇರಿ ಸಭಾಂಗಣದಲ್ಲಿ ನಡೆದ ಮಹಿಳಾ ಸಮಿತಿಯ ಸಭೆಯ ಅಧ್ಯಕ್ಷತೆ ವಹಿಸಿ ಮಾತನಾಡಿದರು. ಮಹಿಳೆಯರಿಗೆ ಬೇಕಾದಂತಹ ಎಲ್ಲಾ ಮೂಲಭೂತ ಸೌಕರ್ಯಗಳನ್ನು ಒದಗಿಸಬೇಕಾಗುತ್ತದೆ. ಈ ಬಾರಿ ಹೆಚ್ಚಿನ ಮಹಿಳೆಯರು ನೋಂದಣಿ ಮಾಡಿಕೊಂಡು ಭಾಗವಹಿಸಲು ಯೋಜನೆ ರೂಪಿಸಬೇಕು ಎಂದರು. ವಿಧಾನ ಪರಿಷತ್ತು ಸದಸ್ಯರಾದ ಮಧು ಜಿ ಮಾದೇಗೌಡ ಅವರು ಮಾತನಾಡಿ ಸಮ್ಮೇಳನದ ಯಶಸ್ಸಿಗೆ ಎಲ್ಲರ ಸಹಕಾರ ಅಗತ್ಯ. ಕನ್ನಡ ಸಾಹಿತ್ಯ ಸಮ್ಮೇಳನದ ಪ್ರಚಾರ ಎಲ್ಲೆಡೆ ನಡೆಯಬೇಕು.: [6, 96, 158, 190]
table-cell: 0-31.08: [781, 1344, 815, 1380]
page-number: 3: [900, 2, 927, 47]
brand-logo: ಸಂಜೆ ಮುಗಿಲು: [748, 6, 845, 30]
table-cell: ಆನೇಕಲ್: [633, 1236, 671, 1272]
table-cell: ಆನೇಕಲ್: [633, 984, 671, 1020]
masthead-date: 6.9.2024: [818, 43, 858, 52]
table-row: [477, 1128, 937, 1164]
table-cell: ಕಸಬಾ: [671, 1020, 707, 1056]
notice-code: ವಾರ್ತಾ/ಜಾಹೀರಾತು/1865/2024-25: [478, 1474, 555, 1480]
notice-ref-date: ದಿನಾಂಕ: 05.09.2024: [876, 881, 934, 889]
table-cell: 69/2: [751, 1056, 781, 1092]
